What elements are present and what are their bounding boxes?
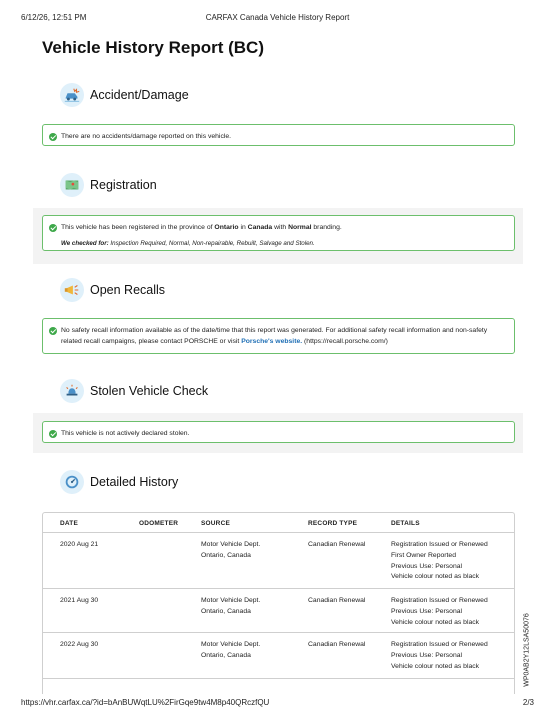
table-row: [43, 533, 514, 589]
row-date: 2022 Aug 30: [60, 641, 99, 648]
row-record-type: Canadian Renewal: [308, 641, 366, 648]
row-source: Motor Vehicle Dept. Ontario, Canada: [201, 641, 261, 659]
row-date: 2020 Aug 21: [60, 541, 99, 548]
row-source: Motor Vehicle Dept. Ontario, Canada: [201, 597, 261, 615]
table-row: [43, 589, 514, 633]
recalls-section-title: Open Recalls: [90, 283, 166, 297]
column-header-record-type: RECORD TYPE: [308, 520, 358, 527]
history-section-header: [60, 469, 178, 495]
car-crash-icon: [60, 83, 84, 107]
odometer-icon: [60, 470, 84, 494]
print-url: https://vhr.carfax.ca/?id=bAnBUWqtLU%2FirGqe9tw4M8p40QRczfQU: [21, 698, 270, 707]
check-circle-icon: [49, 224, 57, 232]
print-header: [21, 13, 534, 25]
registration-province: Ontario: [214, 224, 239, 231]
check-circle-icon: [49, 430, 57, 438]
row-record-type: Canadian Renewal: [308, 541, 366, 548]
print-footer: [21, 698, 534, 708]
stolen-section-title: Stolen Vehicle Check: [90, 384, 209, 398]
registration-status-box: [42, 215, 515, 251]
print-doc-title: CARFAX Canada Vehicle History Report: [205, 13, 350, 22]
column-header-source: SOURCE: [201, 520, 231, 527]
accident-section-header: [60, 82, 189, 108]
registration-branding: Normal: [288, 224, 312, 231]
accident-message: There are no accidents/damage reported on this vehicle.: [61, 133, 232, 140]
history-section-title: Detailed History: [90, 475, 179, 489]
row-details: Registration Issued or Renewed Previous Use: Personal Vehicle colour noted as black: [391, 597, 488, 626]
column-header-odometer: ODOMETER: [139, 520, 179, 527]
row-date: 2021 Aug 30: [60, 597, 99, 604]
siren-icon: [60, 379, 84, 403]
registration-section-title: Registration: [90, 178, 157, 192]
recalls-message: No safety recall information available as of the date/time that this report was generated. For additional safety recall information and non-safety related recall campaigns, please contact PORSCHE or visit Porsche's website. (https://recall.porsche.com/): [61, 327, 488, 345]
stolen-section-header: [60, 378, 208, 404]
map-icon: [60, 173, 84, 197]
accident-status-box: [42, 124, 515, 146]
row-details: Registration Issued or Renewed Previous Use: Personal Vehicle colour noted as black: [391, 641, 488, 670]
table-row: [43, 633, 514, 679]
registration-section-header: [60, 172, 157, 198]
megaphone-icon: [60, 278, 84, 302]
accident-section-title: Accident/Damage: [90, 88, 189, 102]
registration-message: This vehicle has been registered in the province of Ontario in Canada with Normal branding.: [61, 224, 342, 231]
history-table-header: [43, 513, 514, 533]
recalls-section-header: [60, 277, 165, 303]
registration-country: Canada: [247, 224, 273, 231]
row-details: Registration Issued or Renewed First Owner Reported Previous Use: Personal Vehicle colour noted as black: [391, 541, 488, 581]
vin-number: WP0AB2Y12LSA50076: [523, 613, 531, 687]
print-datetime: 6/12/26, 12:51 PM: [21, 13, 87, 22]
check-circle-icon: [49, 133, 57, 141]
print-page-number: 2/3: [522, 698, 534, 707]
porsche-website-link[interactable]: Porsche's website.: [241, 337, 303, 345]
history-table: [42, 512, 515, 694]
column-header-details: DETAILS: [391, 520, 420, 527]
stolen-status-box: [42, 421, 515, 443]
stolen-message: This vehicle is not actively declared stolen.: [61, 430, 190, 437]
column-header-date: DATE: [60, 520, 79, 527]
row-source: Motor Vehicle Dept. Ontario, Canada: [201, 541, 261, 559]
report-title: Vehicle History Report (BC): [42, 38, 264, 57]
registration-checked-for: We checked for: Inspection Required, Normal, Non-repairable, Rebuilt, Salvage and Stolen.: [61, 239, 315, 247]
recalls-status-box: [42, 318, 515, 354]
vin-sidebar: [520, 610, 534, 690]
check-circle-icon: [49, 327, 57, 335]
row-record-type: Canadian Renewal: [308, 597, 366, 604]
